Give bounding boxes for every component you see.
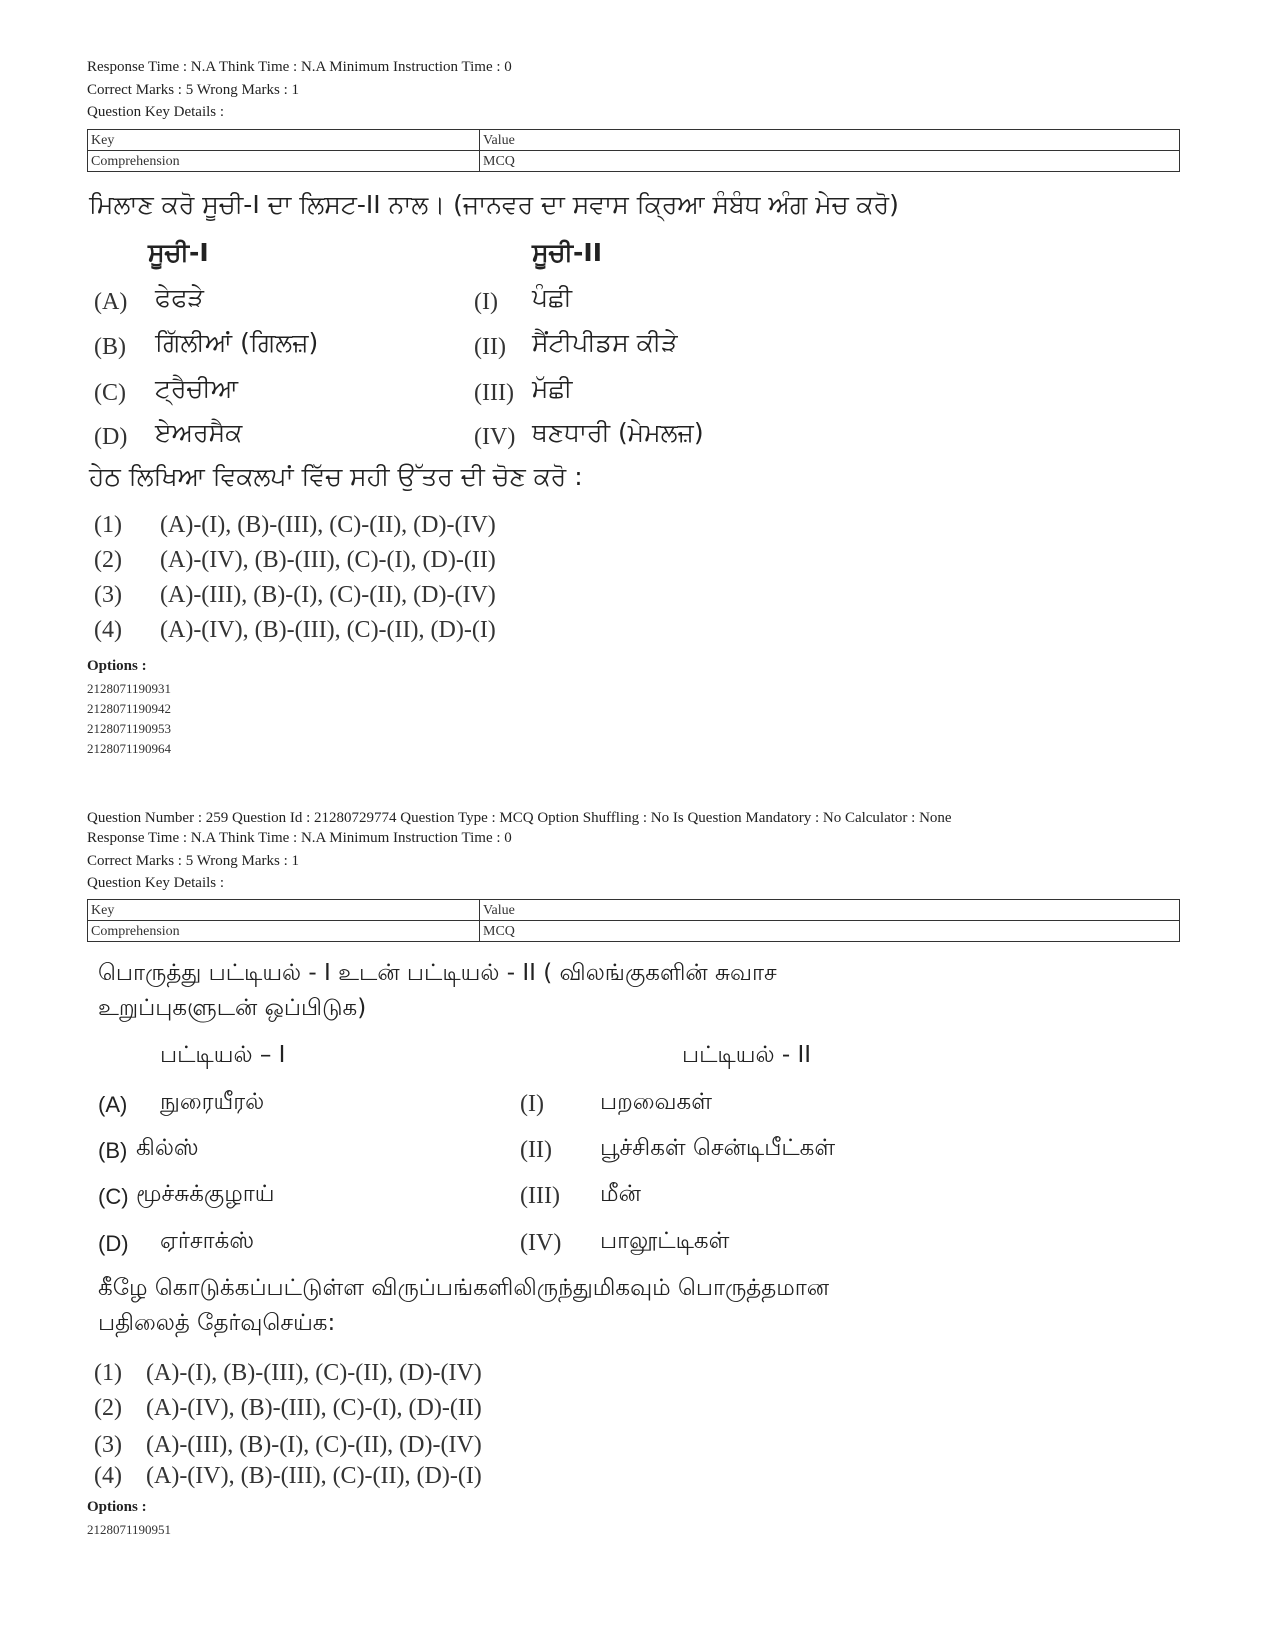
response-time-line: Response Time : N.A Think Time : N.A Minimum Instruction Time : 0 — [87, 59, 512, 75]
instruction-line1: கீழே கொடுக்கப்பட்டுள்ள விருப்பங்களிலிருந்துமிகவும் பொருத்தமான — [98, 1275, 830, 1301]
list2-item: பூச்சிகள் சென்டிபீட்கள் — [600, 1135, 836, 1161]
list1-label: (D) — [98, 1231, 129, 1256]
list2-item: ਪੰਛੀ — [532, 283, 573, 312]
question-text-line2: உறுப்புகளுடன் ஒப்பிடுக) — [98, 995, 367, 1021]
list2-label: (IV) — [474, 424, 516, 450]
list1-label: (B) — [94, 334, 126, 360]
list1-item: ਗਿੱਲੀਆਂ (ਗਿਲਜ਼) — [155, 328, 319, 357]
key-cell: Comprehension — [88, 151, 480, 172]
value-cell: MCQ — [480, 151, 1180, 172]
choice-text: (A)-(IV), (B)-(III), (C)-(I), (D)-(II) — [160, 547, 496, 573]
question-text: ਮਿਲਾਣ ਕਰੋ ਸੂਚੀ-I ਦਾ ਲਿਸਟ-II ਨਾਲ। (ਜਾਨਵਰ ਦਾ ਸਵਾਸ ਕ੍ਰਿਆ ਸੰਬੰਧ ਅੰਗ ਮੇਚ ਕਰੋ) — [89, 190, 899, 219]
question-number-line: Question Number : 259 Question Id : 21280729774 Question Type : MCQ Option Shuffling : No Is Question Mandatory : No Calculator : None — [87, 810, 952, 826]
list2-item: ਥਣਧਾਰੀ (ਮੇਮਲਜ਼) — [532, 418, 704, 447]
options-label: Options : — [87, 1499, 147, 1515]
choice-number: (1) — [94, 512, 122, 538]
key-cell: Comprehension — [88, 921, 480, 942]
list2-label: (I) — [520, 1091, 544, 1117]
key-details-label: Question Key Details : — [87, 104, 225, 120]
list2-label: (IV) — [520, 1230, 562, 1256]
choice-number: (3) — [94, 582, 122, 608]
choice-text: (A)-(I), (B)-(III), (C)-(II), (D)-(IV) — [160, 512, 496, 538]
choice-text: (A)-(I), (B)-(III), (C)-(II), (D)-(IV) — [146, 1360, 482, 1386]
list2-title: ਸੂਚੀ-II — [532, 238, 603, 267]
list1-title: பட்டியல் – I — [160, 1042, 286, 1068]
key-details-table — [87, 129, 1180, 172]
question-text-line1: பொருத்து பட்டியல் - I உடன் பட்டியல் - II ( விலங்குகளின் சுவாச — [98, 960, 777, 986]
choice-text: (A)-(III), (B)-(I), (C)-(II), (D)-(IV) — [146, 1432, 482, 1458]
list1-item: ਏਅਰਸੈਕ — [155, 418, 243, 447]
list1-label: (C) — [98, 1184, 129, 1209]
list1-label: (C) — [94, 380, 126, 406]
list1-label: (A) — [94, 289, 128, 315]
list2-title: பட்டியல் - II — [682, 1042, 812, 1068]
list2-label: (II) — [474, 334, 506, 360]
choice-number: (2) — [94, 1395, 122, 1421]
choice-number: (2) — [94, 547, 122, 573]
list2-item: பறவைகள் — [600, 1089, 713, 1115]
list1-item: நுரையீரல் — [160, 1089, 265, 1115]
list2-item: மீன் — [600, 1181, 641, 1207]
key-header: Key — [88, 900, 480, 921]
option-id: 2128071190964 — [87, 741, 172, 756]
options-label: Options : — [87, 658, 147, 674]
choice-number: (3) — [94, 1432, 122, 1458]
list1-label: (B) — [98, 1138, 128, 1163]
list2-item: ਮੱਛੀ — [532, 374, 573, 403]
key-header: Key — [88, 130, 480, 151]
key-details-table — [87, 899, 1180, 942]
instruction-line2: பதிலைத் தேர்வுசெய்க: — [98, 1310, 336, 1336]
list2-item: பாலூட்டிகள் — [600, 1228, 730, 1254]
option-id: 2128071190931 — [87, 681, 172, 696]
list1-title: ਸੂਚੀ-I — [148, 238, 209, 267]
choice-text: (A)-(IV), (B)-(III), (C)-(II), (D)-(I) — [160, 617, 496, 643]
option-id: 2128071190942 — [87, 701, 172, 716]
marks-line: Correct Marks : 5 Wrong Marks : 1 — [87, 82, 299, 98]
option-id: 2128071190951 — [87, 1522, 172, 1537]
list1-item: ਟ੍ਰੈਚੀਆ — [155, 374, 239, 403]
choice-text: (A)-(IV), (B)-(III), (C)-(I), (D)-(II) — [146, 1395, 482, 1421]
key-details-label: Question Key Details : — [87, 875, 225, 891]
choice-text: (A)-(III), (B)-(I), (C)-(II), (D)-(IV) — [160, 582, 496, 608]
response-time-line: Response Time : N.A Think Time : N.A Minimum Instruction Time : 0 — [87, 830, 512, 846]
value-header: Value — [480, 900, 1180, 921]
value-header: Value — [480, 130, 1180, 151]
marks-line: Correct Marks : 5 Wrong Marks : 1 — [87, 853, 299, 869]
list1-item: ਫੇਫੜੇ — [155, 283, 204, 312]
list2-label: (I) — [474, 289, 498, 315]
list1-item: கில்ஸ் — [136, 1135, 199, 1161]
value-cell: MCQ — [480, 921, 1180, 942]
list2-label: (III) — [474, 380, 514, 406]
list1-item: மூச்சுக்குழாய் — [136, 1181, 275, 1207]
list2-item: ਸੈਂਟੀਪੀਡਸ ਕੀੜੇ — [532, 328, 678, 357]
list2-label: (III) — [520, 1183, 560, 1209]
choice-text: (A)-(IV), (B)-(III), (C)-(II), (D)-(I) — [146, 1463, 482, 1489]
list1-item: ஏர்சாக்ஸ் — [160, 1228, 255, 1254]
instruction-text: ਹੇਠ ਲਿਖਿਆ ਵਿਕਲਪਾਂ ਵਿੱਚ ਸਹੀ ਉੱਤਰ ਦੀ ਚੋਣ ਕਰੋ : — [89, 462, 583, 491]
choice-number: (1) — [94, 1360, 122, 1386]
list2-label: (II) — [520, 1137, 552, 1163]
choice-number: (4) — [94, 1463, 122, 1489]
list1-label: (D) — [94, 424, 128, 450]
list1-label: (A) — [98, 1092, 128, 1117]
option-id: 2128071190953 — [87, 721, 172, 736]
choice-number: (4) — [94, 617, 122, 643]
